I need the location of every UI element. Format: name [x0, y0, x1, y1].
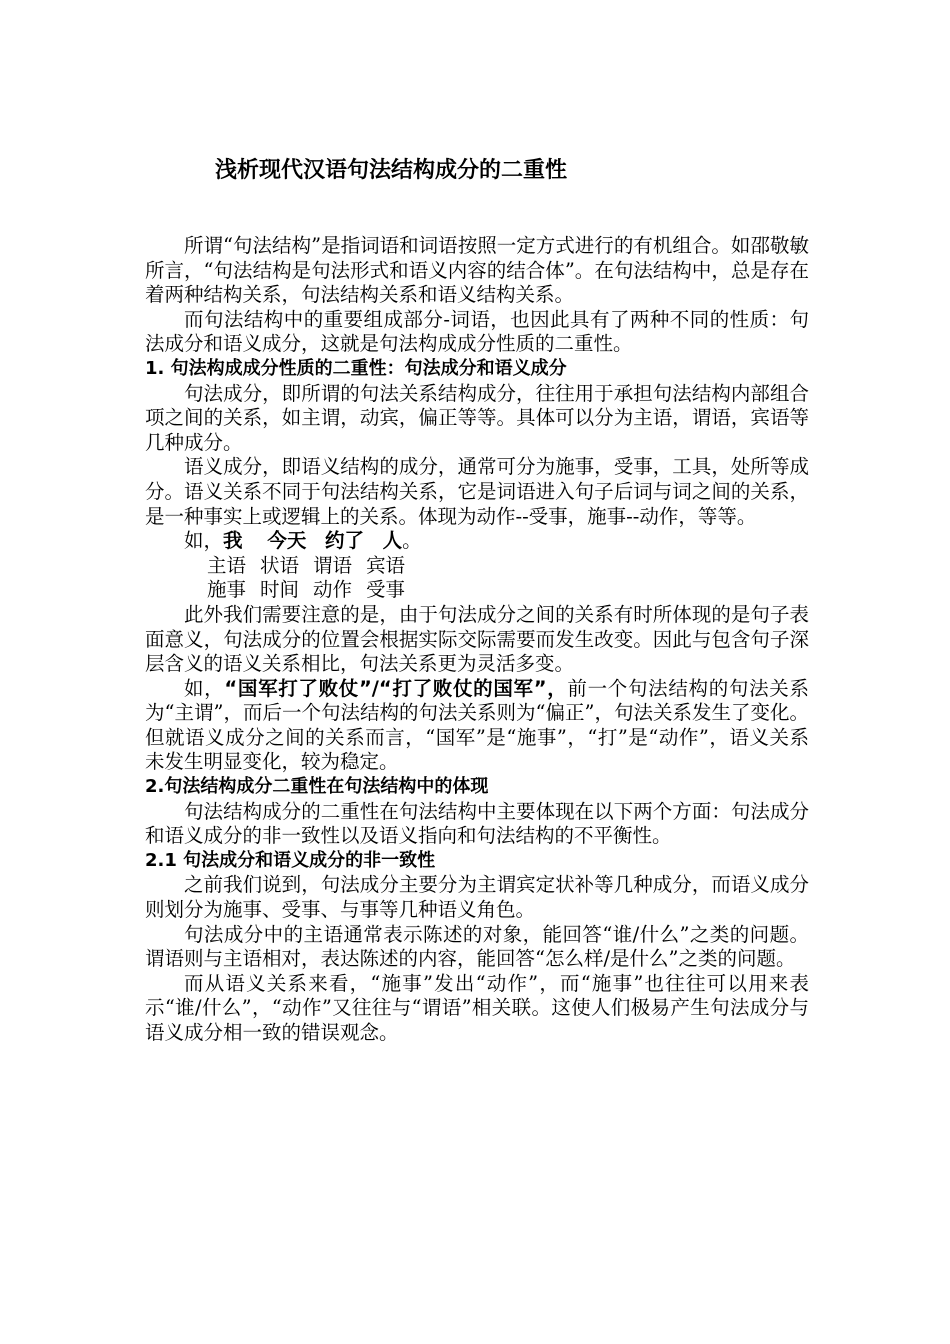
syntax-label: 主语: [207, 553, 247, 577]
paragraph-intro: 所谓“句法结构”是指词语和词语按照一定方式进行的有机组合。如邵敬敏所言，“句法结构是句法形式和语义内容的结合体”。在句法结构中，总是存在着两种结构关系，句法结构关系和语义结构关系。: [145, 234, 809, 307]
syntax-label: 宾语: [366, 553, 406, 577]
paragraph-subject-predicate: 句法成分中的主语通常表示陈述的对象，能回答“谁/什么”之类的问题。谓语则与主语相对，表达陈述的内容，能回答“怎么样/是什么”之类的问题。: [145, 922, 809, 971]
paragraph-duality: 而句法结构中的重要组成部分-词语，也因此具有了两种不同的性质：句法成分和语义成分，这就是句法构成成分性质的二重性。: [145, 307, 809, 356]
semantic-labels-row: [145, 578, 809, 603]
paragraph-misconception: 而从语义关系来看，“施事”发出“动作”，而“施事”也往往可以用来表示“谁/什么”，“动作”又往往与“谓语”相关联。这使人们极易产生句法成分与语义成分相一致的错误观念。: [145, 971, 809, 1044]
example-end: 。: [402, 529, 422, 553]
example-word: 我: [223, 529, 243, 553]
example-prefix: 如，: [184, 529, 224, 553]
example-word: 约了: [324, 529, 364, 553]
syntax-labels-row: [145, 554, 809, 579]
semantic-label: 施事: [207, 578, 247, 602]
paragraph-guojun-example: [145, 677, 809, 775]
guojun-bold-phrase: “国军打了败仗”/“打了败仗的国军”，: [224, 676, 568, 700]
example-sentence: [145, 529, 809, 554]
semantic-label: 时间: [260, 578, 300, 602]
example-word: 今天: [267, 529, 307, 553]
syntax-label: 状语: [260, 553, 300, 577]
section-heading-2-1: 2.1 句法成分和语义成分的非一致性: [145, 849, 436, 871]
paragraph-syntax-component: 句法成分，即所谓的句法关系结构成分，往往用于承担句法结构内部组合项之间的关系，如主谓，动宾，偏正等等。具体可以分为主语，谓语，宾语等几种成分。: [145, 381, 809, 454]
document-body: [145, 234, 809, 1046]
paragraph-two-aspects: 句法结构成分的二重性在句法结构中主要体现在以下两个方面：句法成分和语义成分的非一致性以及语义指向和句法结构的不平衡性。: [145, 799, 809, 848]
paragraph-flexibility: 此外我们需要注意的是，由于句法成分之间的关系有时所体现的是句子表面意义，句法成分的位置会根据实际交际需要而发生改变。因此与包含句子深层含义的语义关系相比，句法关系更为灵活多变。: [145, 602, 809, 676]
semantic-label: 受事: [366, 578, 406, 602]
example-word: 人: [382, 529, 403, 553]
section-heading-1: 1. 句法构成成分性质的二重性：句法成分和语义成分: [145, 357, 567, 379]
paragraph-component-types: 之前我们说到，句法成分主要分为主谓宾定状补等几种成分，而语义成分则划分为施事、受事、与事等几种语义角色。: [145, 873, 809, 922]
guojun-prefix: 如，: [184, 676, 225, 700]
document-title: 浅析现代汉语句法结构成分的二重性: [215, 158, 568, 183]
guojun-rest: 前一个句法结构的句法关系为“主谓”，而后一个句法结构的句法关系则为“偏正”，句法关系发生了变化。但就语义成分之间的关系而言，“国军”是“施事”，“打”是“动作”，语义关系未发生明显变化，较为稳定。: [145, 676, 809, 774]
syntax-label: 谓语: [313, 553, 353, 577]
section-heading-2: 2.句法结构成分二重性在句法结构中的体现: [145, 776, 489, 798]
semantic-label: 动作: [313, 578, 353, 602]
paragraph-semantic-component: 语义成分，即语义结构的成分，通常可分为施事，受事，工具，处所等成分。语义关系不同于句法结构关系，它是词语进入句子后词与词之间的关系，是一种事实上或逻辑上的关系。体现为动作--受事，施事--动作，等等。: [145, 455, 809, 528]
